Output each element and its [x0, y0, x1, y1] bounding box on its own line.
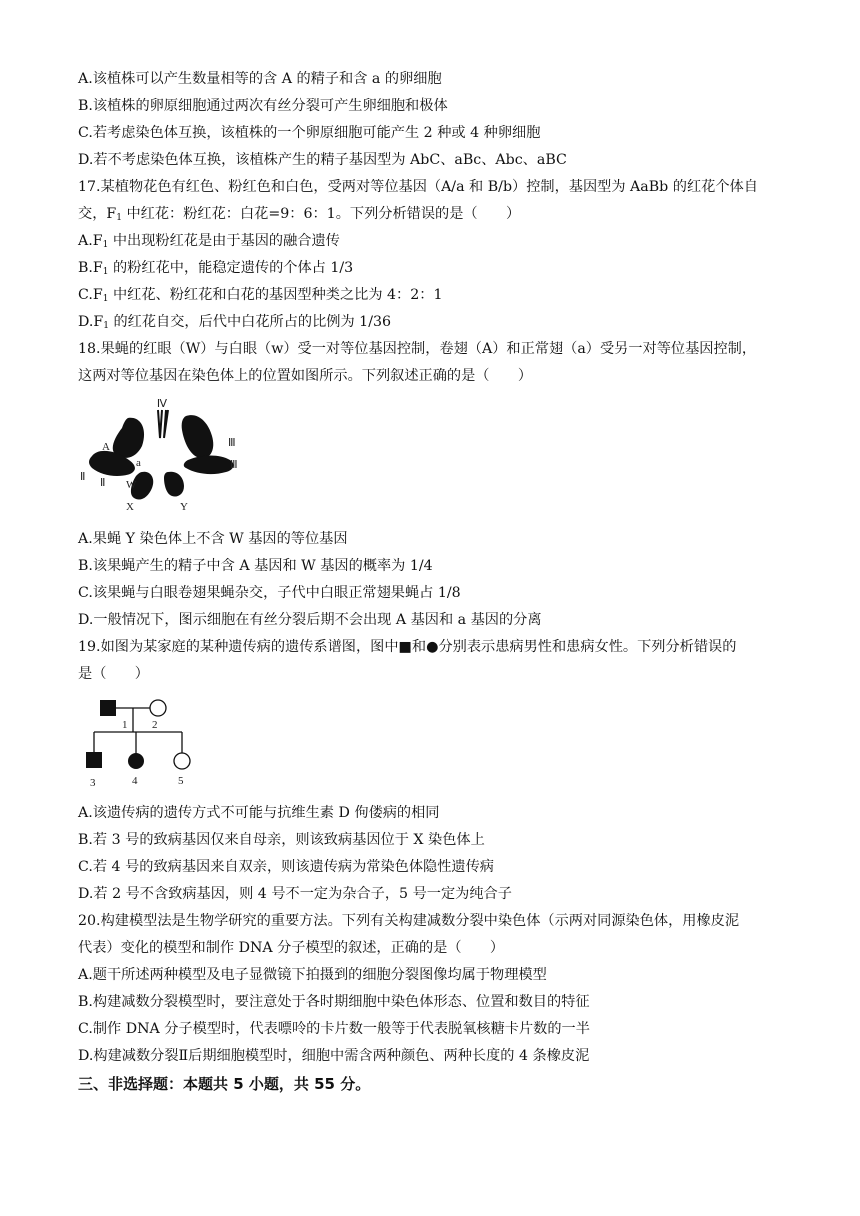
q16-option-d: D.若不考虑染色体互换，该植株产生的精子基因型为 AbC、aBc、Abc、aBC: [78, 152, 567, 168]
chromosome-figure: [78, 398, 246, 514]
label-ii-left: Ⅱ: [80, 471, 86, 483]
q20-stem-line1: 20.构建模型法是生物学研究的重要方法。下列有关构建减数分裂中染色体（示两对同源染色体，用橡皮泥: [78, 913, 740, 929]
pedigree-individual-5: [174, 753, 190, 769]
label-iii-right-top: Ⅲ: [228, 437, 236, 449]
q18-option-d: D.一般情况下，图示细胞在有丝分裂后期不会出现 A 基因和 a 基因的分离: [78, 612, 542, 628]
label-a-upper: A: [102, 441, 110, 453]
label-y: Y: [180, 501, 188, 513]
pedigree-label-5: 5: [178, 775, 184, 787]
pedigree-label-1: 1: [122, 719, 128, 731]
q17-stem-line1: 17.某植物花色有红色、粉红色和白色，受两对等位基因（A/a 和 B/b）控制，基因型为 AaBb 的红花个体自: [78, 179, 758, 195]
q20-option-d: D.构建减数分裂Ⅱ后期细胞模型时，细胞中需含两种颜色、两种长度的 4 条橡皮泥: [78, 1048, 590, 1064]
pedigree-label-3: 3: [90, 777, 96, 789]
q17-option-d: $D.F_1$ 的红花自交，后代中白花所占的比例为 1/36: [78, 314, 392, 331]
q19-option-b: B.若 3 号的致病基因仅来自母亲，则该致病基因位于 X 染色体上: [78, 832, 485, 848]
label-w-upper: W: [126, 479, 137, 491]
q17-option-b: $B.F_1$ 的粉红花中，能稳定遗传的个体占 1/3: [78, 260, 354, 277]
q20-option-a: A.题干所述两种模型及电子显微镜下拍摄到的细胞分裂图像均属于物理模型: [78, 967, 547, 983]
q18-option-a: A.果蝇 Y 染色体上不含 W 基因的等位基因: [78, 531, 348, 547]
q19-option-a: A.该遗传病的遗传方式不可能与抗维生素 D 佝偻病的相同: [78, 805, 440, 821]
label-ii-mid: Ⅱ: [100, 477, 106, 489]
pedigree-individual-1: [100, 700, 116, 716]
pedigree-individual-4: [128, 753, 144, 769]
pedigree-individual-3: [86, 752, 102, 768]
chromosome-iii-right-lower: [184, 456, 234, 475]
pedigree-chart: [78, 694, 198, 794]
q19-option-c: C.若 4 号的致病基因来自双亲，则该遗传病为常染色体隐性遗传病: [78, 859, 494, 875]
chromosome-iii-right-upper: [182, 415, 214, 458]
q17-option-c: $C.F_1$ 中红花、粉红花和白花的基因型种类之比为 4：2：1: [78, 287, 443, 304]
q18-stem-line2: 这两对等位基因在染色体上的位置如图所示。下列叙述正确的是（ ）: [78, 368, 533, 384]
q19-option-d: D.若 2 号不含致病基因，则 4 号不一定为杂合子，5 号一定为纯合子: [78, 886, 512, 902]
pedigree-figure: [78, 694, 198, 794]
q17-option-a: $A.F_1$ 中出现粉红花是由于基因的融合遗传: [78, 233, 340, 250]
q18-option-c: C.该果蝇与白眼卷翅果蝇杂交，子代中白眼正常翅果蝇占 1/8: [78, 585, 461, 601]
q18-option-b: B.该果蝇产生的精子中含 A 基因和 W 基因的概率为 1/4: [78, 558, 433, 574]
label-a-lower: a: [136, 457, 141, 469]
chromosome-iv-left: [158, 410, 162, 438]
chromosome-ii-left-upper: [113, 418, 144, 458]
chromosome-iv-right: [164, 410, 168, 438]
label-x: X: [126, 501, 134, 513]
q18-stem-line1: 18.果蝇的红眼（W）与白眼（w）受一对等位基因控制，卷翅（A）和正常翅（a）受另一对等位基因控制，: [78, 341, 757, 357]
section-heading: 三、非选择题：本题共 5 小题，共 55 分。: [78, 1075, 371, 1093]
pedigree-individual-2: [150, 700, 166, 716]
q20-stem-line2: 代表）变化的模型和制作 DNA 分子模型的叙述，正确的是（ ）: [78, 940, 505, 956]
q20-option-b: B.构建减数分裂模型时，要注意处于各时期细胞中染色体形态、位置和数目的特征: [78, 994, 590, 1010]
q16-option-b: B.该植株的卵原细胞通过两次有丝分裂可产生卵细胞和极体: [78, 98, 448, 114]
q16-option-c: C.若考虑染色体互换，该植株的一个卵原细胞可能产生 2 种或 4 种卵细胞: [78, 125, 541, 141]
q19-stem-line1: 19.如图为某家庭的某种遗传病的遗传系谱图，图中■和●分别表示患病男性和患病女性。下列分析错误的: [78, 639, 737, 655]
q17-stem-line2: 交，$F_1$ 中红花：粉红花：白花=9：6：1。下列分析错误的是（ ）: [78, 206, 521, 223]
pedigree-label-4: 4: [132, 775, 138, 787]
chromosome-diagram: [78, 398, 246, 514]
label-iii-right: Ⅲ: [230, 459, 238, 471]
q16-option-a: A.该植株可以产生数量相等的含 A 的精子和含 a 的卵细胞: [78, 71, 442, 87]
label-iv: Ⅳ: [156, 398, 168, 410]
q20-option-c: C.制作 DNA 分子模型时，代表嘌呤的卡片数一般等于代表脱氧核糖卡片数的一半: [78, 1021, 590, 1037]
chromosome-y: [164, 472, 184, 497]
pedigree-label-2: 2: [152, 719, 158, 731]
q19-stem-line2: 是（ ）: [78, 666, 149, 682]
